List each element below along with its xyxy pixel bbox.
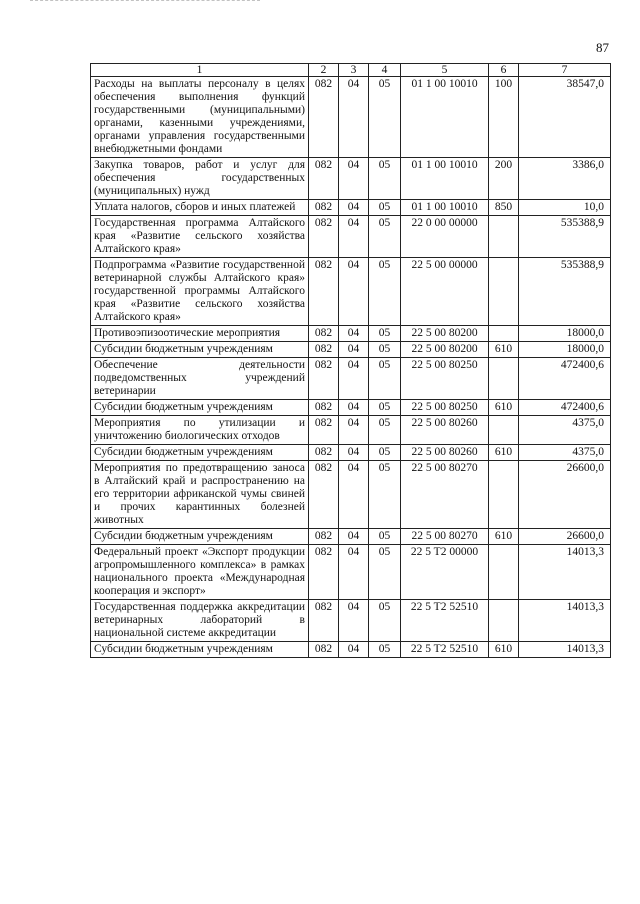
row-name-cell: Федеральный проект «Экспорт продукции агропромышленного комплекса» в рамках национального проекта «Международная кооперация и экспорт» — [91, 545, 309, 600]
table-row — [91, 400, 611, 416]
row-name-cell: Обеспечение деятельности подведомственных учреждений ветеринарии — [91, 358, 309, 400]
page-number: 87 — [596, 40, 609, 55]
amount-cell: 10,0 — [519, 200, 611, 216]
amount-cell: 14013,3 — [519, 545, 611, 600]
header-cell: 5 — [401, 64, 489, 77]
table-row — [91, 326, 611, 342]
section-cell: 04 — [339, 461, 369, 529]
admin-code-cell: 082 — [309, 158, 339, 200]
target-article-cell: 01 1 00 10010 — [401, 158, 489, 200]
expense-type-cell: 850 — [489, 200, 519, 216]
admin-code-cell: 082 — [309, 342, 339, 358]
header-cell: 6 — [489, 64, 519, 77]
header-cell: 7 — [519, 64, 611, 77]
amount-cell: 472400,6 — [519, 400, 611, 416]
target-article-cell: 22 5 00 00000 — [401, 258, 489, 326]
target-article-cell: 22 5 T2 52510 — [401, 642, 489, 658]
target-article-cell: 22 0 00 00000 — [401, 216, 489, 258]
table-row — [91, 342, 611, 358]
row-name-cell: Расходы на выплаты персоналу в целях обеспечения выполнения функций государственными (муниципальными) органами, казенными учреждениями, органами управления государственными внебюджетными фондами — [91, 77, 309, 158]
amount-cell: 26600,0 — [519, 529, 611, 545]
admin-code-cell: 082 — [309, 216, 339, 258]
table-header-row — [91, 64, 611, 77]
table-row — [91, 416, 611, 445]
subsection-cell: 05 — [369, 642, 401, 658]
header-cell: 4 — [369, 64, 401, 77]
expense-type-cell: 610 — [489, 342, 519, 358]
table-row — [91, 358, 611, 400]
table-row — [91, 445, 611, 461]
table-row — [91, 461, 611, 529]
section-cell: 04 — [339, 358, 369, 400]
target-article-cell: 22 5 T2 00000 — [401, 545, 489, 600]
admin-code-cell: 082 — [309, 545, 339, 600]
expense-type-cell — [489, 600, 519, 642]
subsection-cell: 05 — [369, 545, 401, 600]
section-cell: 04 — [339, 200, 369, 216]
amount-cell: 14013,3 — [519, 600, 611, 642]
target-article-cell: 22 5 00 80250 — [401, 358, 489, 400]
subsection-cell: 05 — [369, 400, 401, 416]
admin-code-cell: 082 — [309, 200, 339, 216]
expense-type-cell — [489, 545, 519, 600]
amount-cell: 4375,0 — [519, 445, 611, 461]
expense-type-cell — [489, 216, 519, 258]
admin-code-cell: 082 — [309, 461, 339, 529]
amount-cell: 472400,6 — [519, 358, 611, 400]
admin-code-cell: 082 — [309, 642, 339, 658]
expense-type-cell — [489, 258, 519, 326]
table-row — [91, 216, 611, 258]
table-row — [91, 200, 611, 216]
subsection-cell: 05 — [369, 158, 401, 200]
amount-cell: 18000,0 — [519, 326, 611, 342]
amount-cell: 26600,0 — [519, 461, 611, 529]
row-name-cell: Подпрограмма «Развитие государственной ветеринарной службы Алтайского края» государственной программы Алтайского края «Развитие сельского хозяйства Алтайского края» — [91, 258, 309, 326]
expense-type-cell: 200 — [489, 158, 519, 200]
table-row — [91, 529, 611, 545]
table-row — [91, 258, 611, 326]
section-cell: 04 — [339, 545, 369, 600]
section-cell: 04 — [339, 326, 369, 342]
target-article-cell: 22 5 00 80250 — [401, 400, 489, 416]
table-row — [91, 600, 611, 642]
amount-cell: 4375,0 — [519, 416, 611, 445]
row-name-cell: Противоэпизоотические мероприятия — [91, 326, 309, 342]
subsection-cell: 05 — [369, 358, 401, 400]
row-name-cell: Субсидии бюджетным учреждениям — [91, 642, 309, 658]
target-article-cell: 22 5 00 80270 — [401, 529, 489, 545]
section-cell: 04 — [339, 600, 369, 642]
row-name-cell: Мероприятия по предотвращению заноса в Алтайский край и распространению на его территории африканской чумы свиней и прочих карантинных болезней животных — [91, 461, 309, 529]
table-row — [91, 545, 611, 600]
section-cell: 04 — [339, 77, 369, 158]
amount-cell: 535388,9 — [519, 216, 611, 258]
admin-code-cell: 082 — [309, 77, 339, 158]
subsection-cell: 05 — [369, 445, 401, 461]
subsection-cell: 05 — [369, 200, 401, 216]
subsection-cell: 05 — [369, 77, 401, 158]
section-cell: 04 — [339, 258, 369, 326]
admin-code-cell: 082 — [309, 258, 339, 326]
target-article-cell: 22 5 00 80200 — [401, 342, 489, 358]
amount-cell: 14013,3 — [519, 642, 611, 658]
admin-code-cell: 082 — [309, 326, 339, 342]
scan-edge-mark — [30, 0, 260, 6]
subsection-cell: 05 — [369, 416, 401, 445]
target-article-cell: 22 5 00 80270 — [401, 461, 489, 529]
subsection-cell: 05 — [369, 326, 401, 342]
admin-code-cell: 082 — [309, 529, 339, 545]
row-name-cell: Субсидии бюджетным учреждениям — [91, 342, 309, 358]
row-name-cell: Государственная программа Алтайского края «Развитие сельского хозяйства Алтайского края» — [91, 216, 309, 258]
section-cell: 04 — [339, 445, 369, 461]
expense-type-cell: 610 — [489, 400, 519, 416]
row-name-cell: Уплата налогов, сборов и иных платежей — [91, 200, 309, 216]
expense-type-cell — [489, 326, 519, 342]
section-cell: 04 — [339, 642, 369, 658]
expense-type-cell — [489, 416, 519, 445]
row-name-cell: Субсидии бюджетным учреждениям — [91, 529, 309, 545]
subsection-cell: 05 — [369, 342, 401, 358]
target-article-cell: 22 5 00 80260 — [401, 416, 489, 445]
amount-cell: 3386,0 — [519, 158, 611, 200]
subsection-cell: 05 — [369, 529, 401, 545]
admin-code-cell: 082 — [309, 358, 339, 400]
admin-code-cell: 082 — [309, 416, 339, 445]
target-article-cell: 01 1 00 10010 — [401, 77, 489, 158]
header-cell: 1 — [91, 64, 309, 77]
target-article-cell: 22 5 T2 52510 — [401, 600, 489, 642]
expense-type-cell — [489, 358, 519, 400]
row-name-cell: Субсидии бюджетным учреждениям — [91, 400, 309, 416]
expense-type-cell: 610 — [489, 445, 519, 461]
amount-cell: 38547,0 — [519, 77, 611, 158]
section-cell: 04 — [339, 342, 369, 358]
admin-code-cell: 082 — [309, 400, 339, 416]
admin-code-cell: 082 — [309, 445, 339, 461]
subsection-cell: 05 — [369, 600, 401, 642]
section-cell: 04 — [339, 400, 369, 416]
amount-cell: 535388,9 — [519, 258, 611, 326]
section-cell: 04 — [339, 216, 369, 258]
amount-cell: 18000,0 — [519, 342, 611, 358]
section-cell: 04 — [339, 416, 369, 445]
section-cell: 04 — [339, 158, 369, 200]
target-article-cell: 22 5 00 80200 — [401, 326, 489, 342]
row-name-cell: Закупка товаров, работ и услуг для обеспечения государственных (муниципальных) нужд — [91, 158, 309, 200]
table-body — [91, 77, 611, 658]
target-article-cell: 01 1 00 10010 — [401, 200, 489, 216]
target-article-cell: 22 5 00 80260 — [401, 445, 489, 461]
budget-table — [90, 63, 611, 658]
subsection-cell: 05 — [369, 258, 401, 326]
table-row — [91, 158, 611, 200]
row-name-cell: Субсидии бюджетным учреждениям — [91, 445, 309, 461]
expense-type-cell: 610 — [489, 529, 519, 545]
expense-type-cell: 610 — [489, 642, 519, 658]
row-name-cell: Государственная поддержка аккредитации ветеринарных лабораторий в национальной системе аккредитации — [91, 600, 309, 642]
admin-code-cell: 082 — [309, 600, 339, 642]
section-cell: 04 — [339, 529, 369, 545]
header-cell: 3 — [339, 64, 369, 77]
table-row — [91, 77, 611, 158]
subsection-cell: 05 — [369, 461, 401, 529]
table-row — [91, 642, 611, 658]
expense-type-cell: 100 — [489, 77, 519, 158]
row-name-cell: Мероприятия по утилизации и уничтожению биологических отходов — [91, 416, 309, 445]
subsection-cell: 05 — [369, 216, 401, 258]
expense-type-cell — [489, 461, 519, 529]
header-cell: 2 — [309, 64, 339, 77]
